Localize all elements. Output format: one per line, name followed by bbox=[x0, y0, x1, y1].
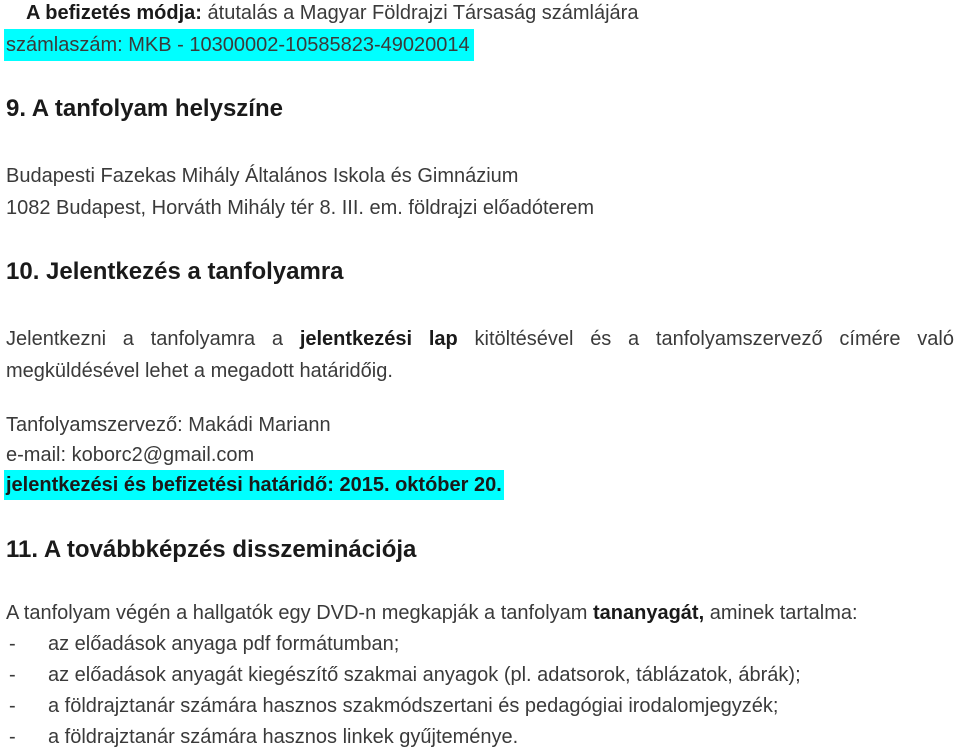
list-item-text: az előadások anyaga pdf formátumban; bbox=[48, 633, 400, 655]
list-bullet: - bbox=[9, 664, 16, 686]
section-11-heading: 11. A továbbképzés disszeminációja bbox=[6, 536, 417, 563]
registration-form-link: jelentkezési lap bbox=[299, 328, 458, 350]
section-10-heading: 10. Jelentkezés a tanfolyamra bbox=[6, 258, 344, 285]
organizer: Tanfolyamszervező: Makádi Mariann bbox=[6, 414, 331, 436]
list-bullet: - bbox=[9, 633, 16, 655]
location-school: Budapesti Fazekas Mihály Általános Iskola és Gimnázium bbox=[6, 165, 519, 187]
deadline: jelentkezési és befizetési határidő: 2015. október 20. bbox=[4, 470, 504, 500]
list-bullet: - bbox=[9, 726, 16, 748]
registration-text-pre: Jelentkezni a tanfolyamra a bbox=[6, 328, 300, 350]
intro-text-pre: A tanfolyam végén a hallgatók egy DVD-n megkapják a tanfolyam bbox=[6, 602, 593, 624]
list-item-text: a földrajztanár számára hasznos linkek gyűjteménye. bbox=[48, 726, 519, 748]
registration-paragraph bbox=[6, 323, 954, 387]
section-9-heading: 9. A tanfolyam helyszíne bbox=[6, 95, 283, 122]
location-address: 1082 Budapest, Horváth Mihály tér 8. III. em. földrajzi előadóterem bbox=[6, 197, 595, 219]
registration-line-1 bbox=[6, 323, 954, 355]
list-item bbox=[6, 629, 858, 660]
list-item-text: a földrajztanár számára hasznos szakmódszertani és pedagógiai irodalomjegyzék; bbox=[48, 695, 779, 717]
list-item-text: az előadások anyagát kiegészítő szakmai anyagok (pl. adatsorok, táblázatok, ábrák); bbox=[48, 664, 801, 686]
payment-block bbox=[4, 0, 638, 61]
list-bullet: - bbox=[9, 695, 16, 717]
list-item bbox=[6, 722, 858, 753]
intro-bold: tananyagát, bbox=[593, 602, 705, 624]
dissemination-intro bbox=[6, 598, 858, 629]
payment-label: A befizetés módja: bbox=[26, 2, 202, 24]
list-item bbox=[6, 660, 858, 691]
payment-method: átutalás a Magyar Földrajzi Társaság számlájára bbox=[201, 2, 639, 24]
registration-text-post: kitöltésével és a tanfolyamszervező címére való bbox=[457, 328, 954, 350]
dissemination-block bbox=[6, 598, 858, 753]
organizer-email: e-mail: koborc2@gmail.com bbox=[6, 444, 255, 466]
registration-line-2: megküldésével lehet a megadott határidőig. bbox=[6, 360, 393, 382]
list-item bbox=[6, 691, 858, 722]
payment-line bbox=[4, 0, 638, 29]
account-number: számlaszám: MKB - 10300002-10585823-49020014 bbox=[4, 29, 474, 61]
intro-text-post: aminek tartalma: bbox=[704, 602, 858, 624]
